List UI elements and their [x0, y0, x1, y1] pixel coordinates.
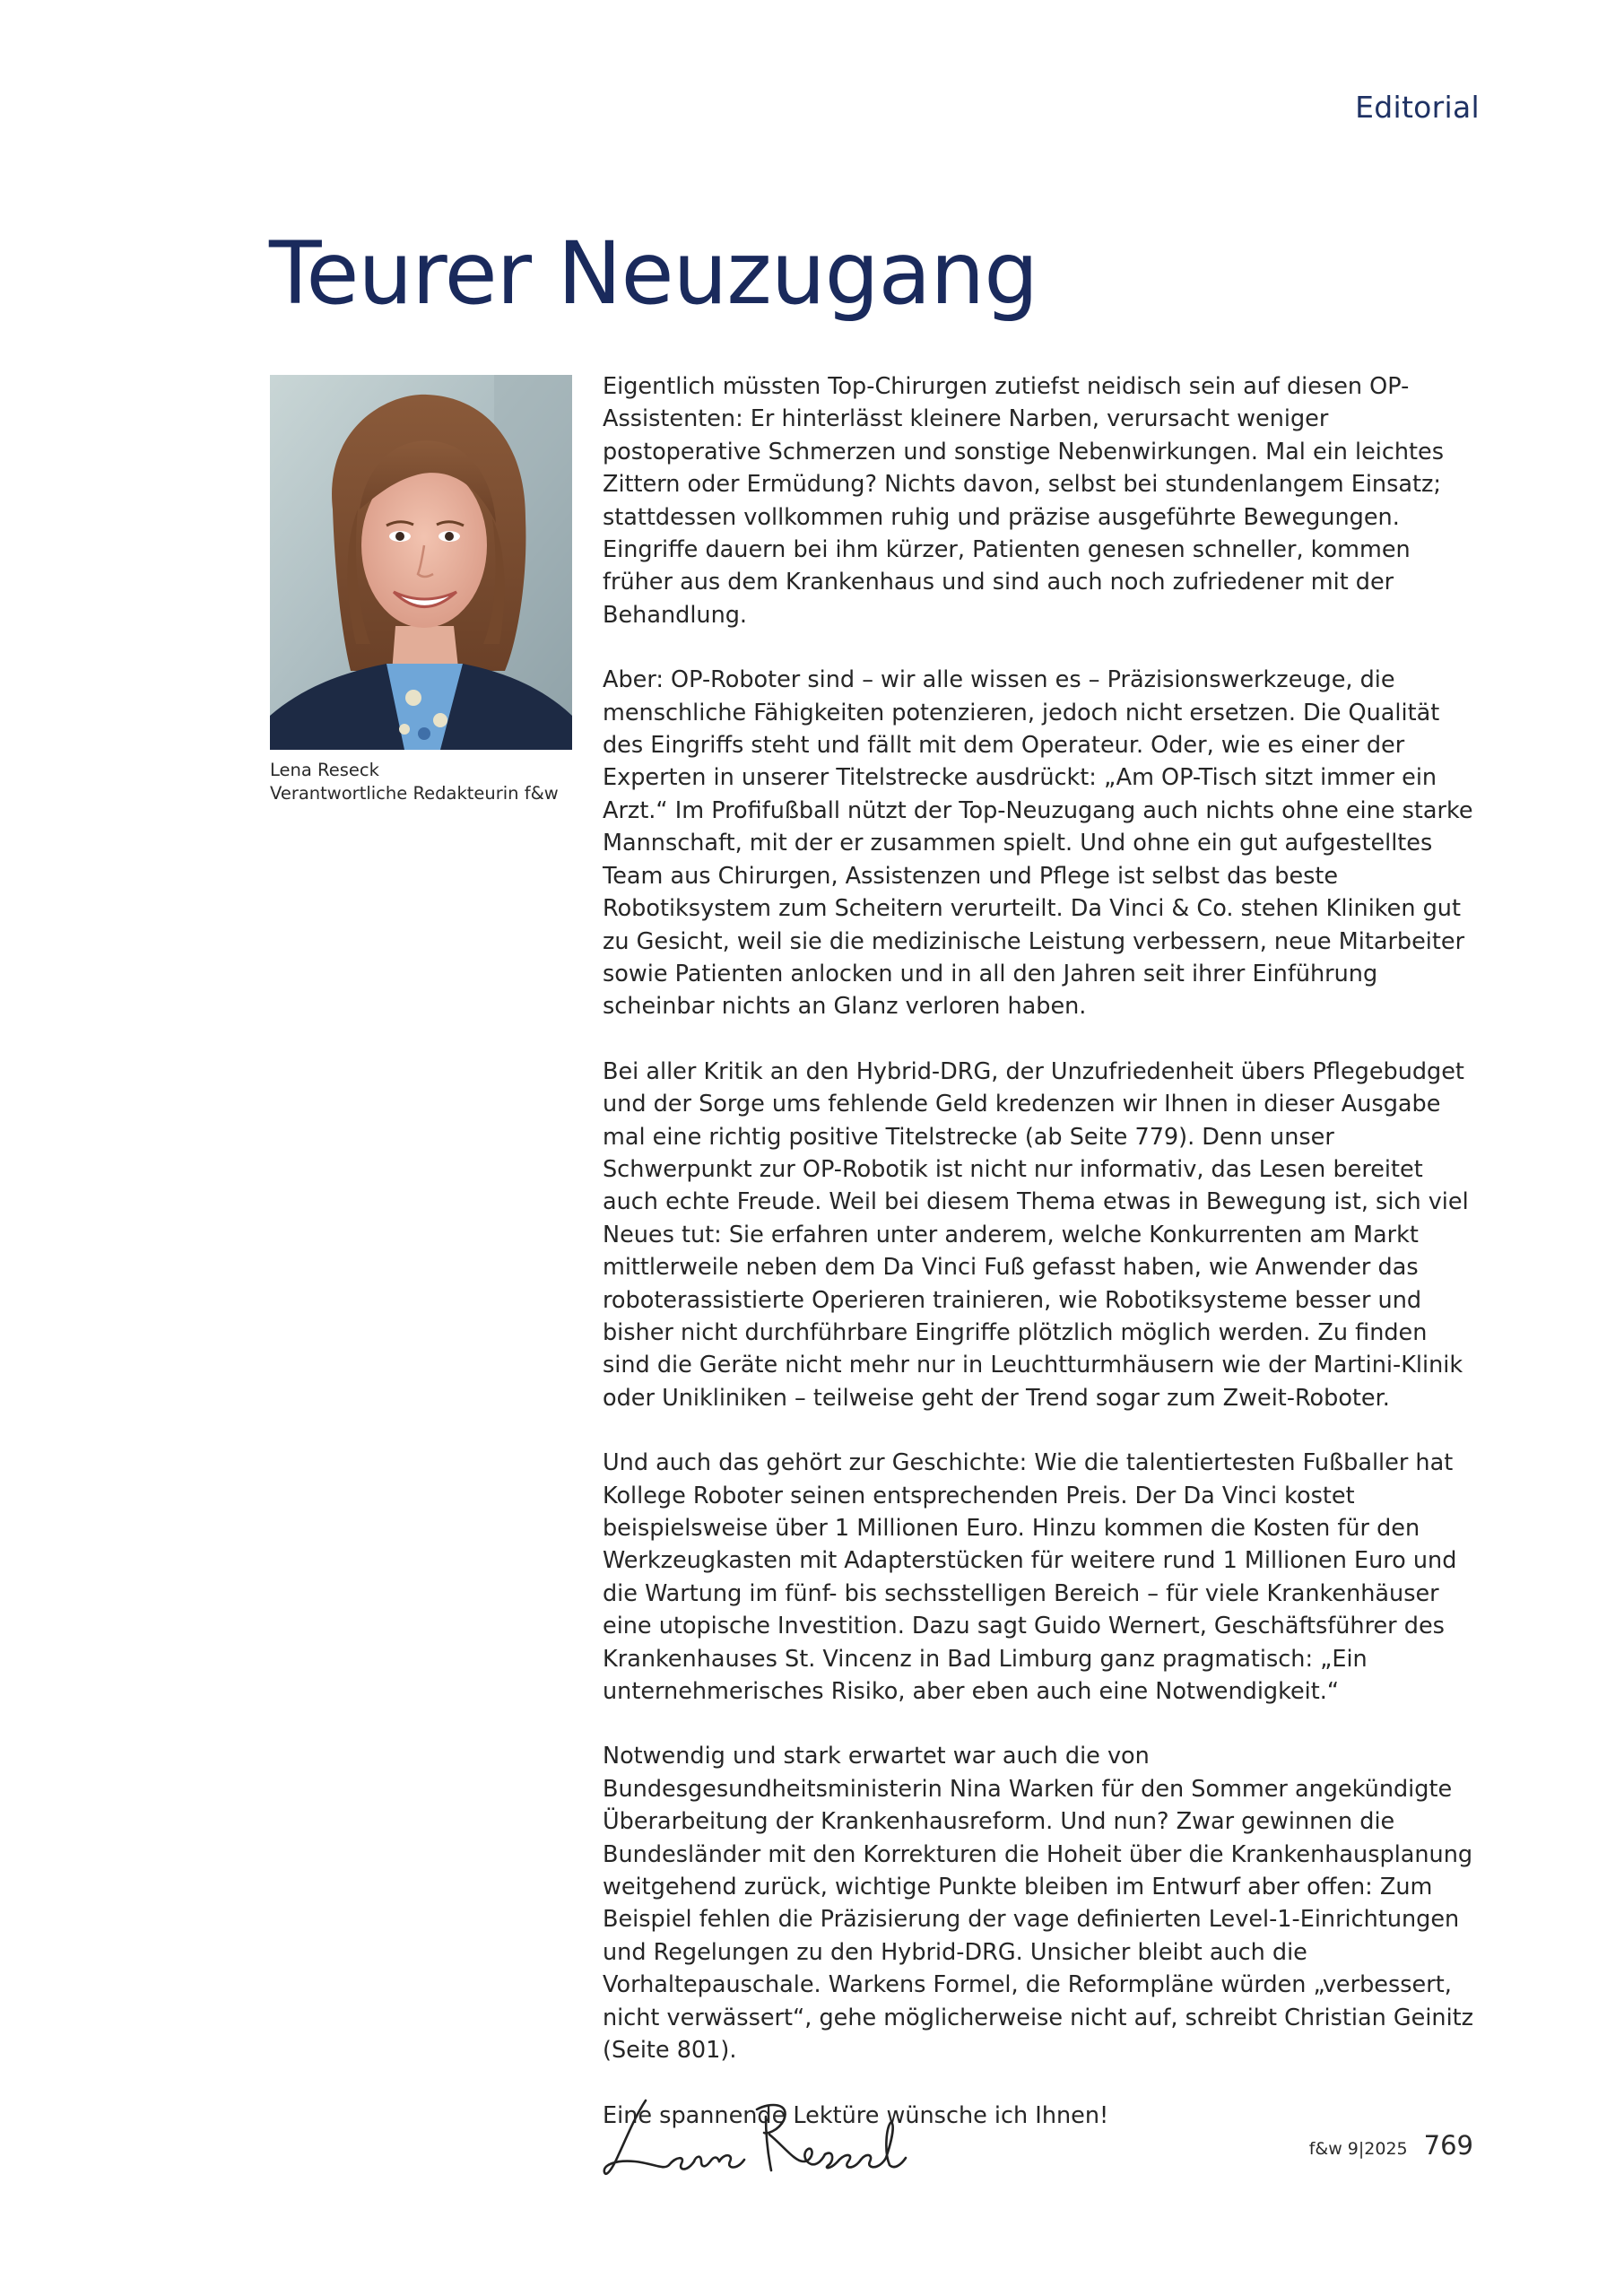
page-number: 769: [1423, 2130, 1473, 2161]
paragraph-5: Notwendig und stark erwartet war auch die von Bundesgesundheitsministerin Nina Warken für den Sommer angekündigte Überarbeitung der Krankenhausreform. Und nun? Zwar gewinnen die Bundesländer mit den Korrekturen die Hoheit über die Krankenhausplanung weitgehend zurück, wichtige Punkte bleiben im Entwurf aber offen: Zum Beispiel fehlen die Präzisierung der vage definierten Level-1-Einrichtungen und Regelungen zu den Hybrid-DRG. Unsicher bleibt auch die Vorhaltepauschale. Warkens Formel, die Reformpläne würden „verbessert, nicht verwässert“, gehe möglicherweise nicht auf, schreibt Christian Geinitz (Seite 801).: [603, 1743, 1474, 2065]
article-title: Teurer Neuzugang: [269, 223, 1038, 324]
paragraph-3: Bei aller Kritik an den Hybrid-DRG, der Unzufriedenheit übers Pflegebudget und der Sorge ums fehlende Geld kredenzen wir Ihnen in dieser Ausgabe mal eine richtig positive Titelstrecke (ab Seite 779). Denn unser Schwerpunkt zur OP-Robotik ist nicht nur informativ, das Lesen bereitet auch echte Freude. Weil bei diesem Thema etwas in Bewegung ist, sich viel Neues tut: Sie erfahren unter anderem, welche Konkurrenten am Markt mittlerweile neben dem Da Vinci Fuß gefasst haben, wie Anwender das roboterassistierte Operieren trainieren, wie Robotiksysteme besser und bisher nicht durchführbare Eingriffe plötzlich möglich werden. Zu finden sind die Geräte nicht mehr nur in Leuchtturmhäusern wie der Martini-Klinik oder Unikliniken – teilweise geht der Trend sogar zum Zweit-Roboter.: [603, 1057, 1469, 1412]
closing-line: Eine spannende Lektüre wünsche ich Ihnen!: [603, 2101, 1109, 2129]
author-caption: [270, 759, 575, 805]
page-footer: [1309, 2130, 1473, 2161]
author-photo: [270, 375, 572, 750]
author-name: Lena Reseck: [270, 760, 379, 780]
paragraph-1: Eigentlich müssten Top-Chirurgen zutiefst neidisch sein auf diesen OP-Assistenten: Er hinterlässt kleinere Narben, verursacht weniger postoperative Schmerzen und sonstige Nebenwirkungen. Mal ein leichtes Zittern oder Ermüdung? Nichts davon, selbst bei stundenlangem Einsatz; stattdessen vollkommen ruhig und präzise ausgeführte Bewegungen. Eingriffe dauern bei ihm kürzer, Patienten genesen schneller, kommen früher aus dem Krankenhaus und sind auch noch zufriedener mit der Behandlung.: [603, 373, 1445, 629]
author-role: Verantwortliche Redakteurin f&w: [270, 783, 559, 804]
section-label: Editorial: [1355, 90, 1480, 125]
paragraph-2: Aber: OP-Roboter sind – wir alle wissen es – Präzisionswerkzeuge, die menschliche Fähigkeiten potenzieren, jedoch nicht ersetzen. Die Qualität des Eingriffs steht und fällt mit dem Operateur. Oder, wie es einer der Experten in unserer Titelstrecke ausdrückt: „Am OP-Tisch sitzt immer ein Arzt.“ Im Profifußball nützt der Top-Neuzugang auch nichts ohne eine starke Mannschaft, mit der er zusammen spielt. Und ohne ein gut aufgestelltes Team aus Chirurgen, Assistenzen und Pflege ist selbst das beste Robotiksystem zum Scheitern verurteilt. Da Vinci & Co. stehen Kliniken gut zu Gesicht, weil sie die medizinische Leistung verbessern, neue Mitarbeiter sowie Patienten anlocken und in all den Jahren seit ihrer Einführung scheinbar nichts an Glanz verloren haben.: [603, 666, 1473, 1021]
author-signature: [599, 2090, 922, 2201]
issue-label: f&w 9|2025: [1308, 2139, 1408, 2159]
paragraph-4: Und auch das gehört zur Geschichte: Wie die talentiertesten Fußballer hat Kollege Roboter seinen entsprechenden Preis. Der Da Vinci kostet beispielsweise über 1 Millionen Euro. Hinzu kommen die Kosten für den Werkzeugkasten mit Adapterstücken für weitere rund 1 Millionen Euro und die Wartung im fünf- bis sechsstelligen Bereich – für viele Krankenhäuser eine utopische Investition. Dazu sagt Guido Wernert, Geschäftsführer des Krankenhauses St. Vincenz in Bad Limburg ganz pragmatisch: „Ein unternehmerisches Risiko, aber eben auch eine Notwendigkeit.“: [603, 1449, 1457, 1706]
article-body: [603, 370, 1477, 2164]
